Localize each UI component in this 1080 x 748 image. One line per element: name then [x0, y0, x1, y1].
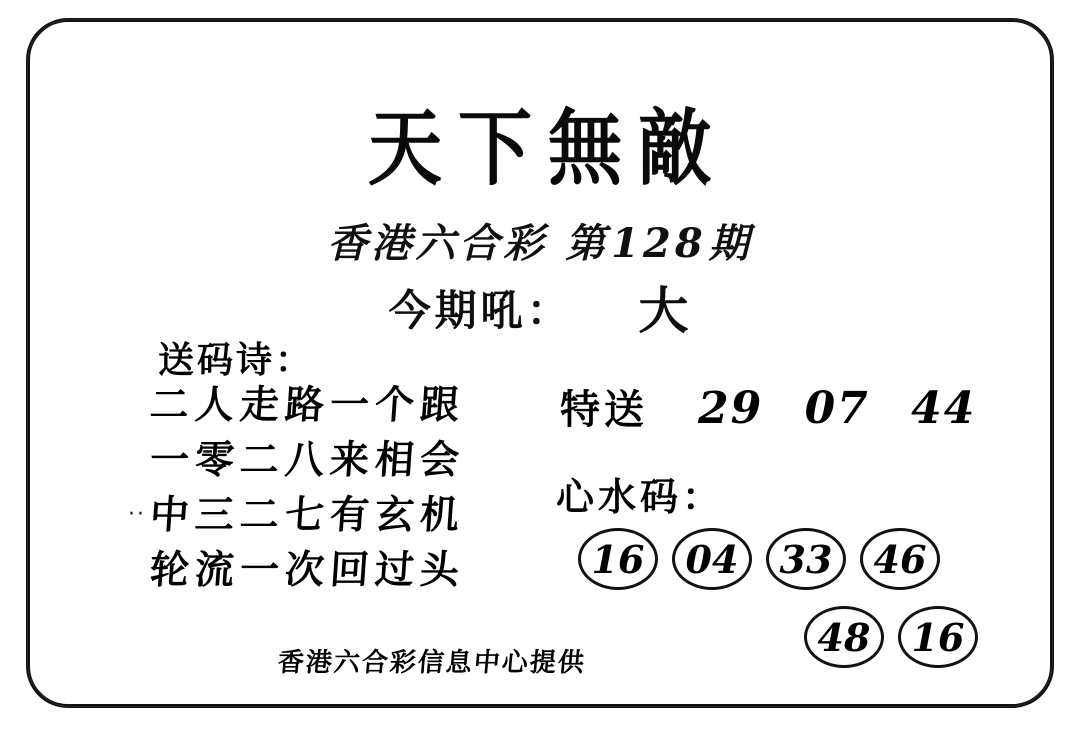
lucky-number-ball: 16 — [898, 606, 978, 668]
special-number: 29 — [698, 383, 764, 434]
lucky-number-ball: 46 — [860, 528, 940, 590]
poem-line: 中三二七有玄机 — [148, 492, 467, 538]
poem-block — [150, 378, 550, 598]
lucky-numbers-label: 心水码： — [556, 474, 725, 519]
special-send-label: 特送 — [560, 386, 648, 433]
lucky-number-ball: 04 — [672, 528, 752, 590]
issue-number: 128 — [611, 220, 707, 267]
poem-line: 二人走路一个跟 — [148, 382, 467, 428]
poem-line: 轮流一次回过头 — [148, 547, 467, 593]
special-number: 44 — [911, 383, 977, 434]
lucky-number-ball: 33 — [766, 528, 846, 590]
footer-credit: 香港六合彩信息中心提供 — [276, 648, 588, 678]
lucky-numbers-row — [578, 528, 998, 606]
issue-suffix: 期 — [708, 220, 753, 267]
leader-dots: ·· — [128, 502, 146, 527]
current-call-row — [0, 268, 1080, 340]
special-number: 07 — [804, 383, 870, 434]
page-title: 天下無敵 — [368, 100, 728, 198]
special-send-row — [560, 378, 976, 435]
lucky-number-ball: 48 — [804, 606, 884, 668]
issue-prefix: 第 — [565, 220, 610, 267]
special-send-numbers — [698, 383, 976, 434]
current-call-value: 大 — [638, 281, 692, 340]
poem-label: 送码诗： — [158, 339, 315, 381]
poem-line: 一零二八来相会 — [148, 437, 467, 483]
current-call-label: 今期吼： — [388, 286, 573, 335]
lucky-number-ball: 16 — [578, 528, 658, 590]
subtitle-line — [0, 212, 1080, 269]
lottery-name: 香港六合彩 — [327, 220, 548, 267]
